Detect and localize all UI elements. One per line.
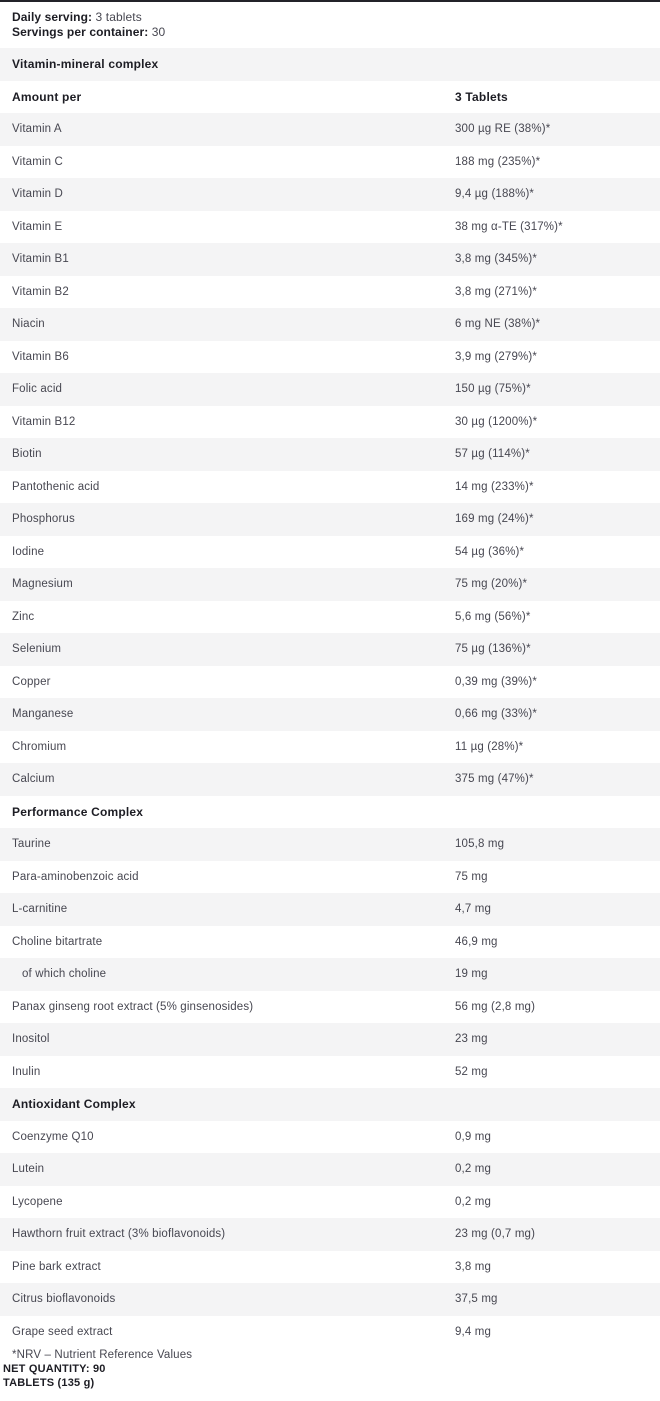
row-label: Selenium [12,643,62,656]
row-value: 188 mg (235%)* [455,155,541,168]
row-label: Coenzyme Q10 [12,1130,94,1143]
row-value: 375 mg (47%)* [455,773,534,786]
row-value: 0,2 mg [455,1163,492,1176]
row-label: Manganese [12,708,74,721]
table-row [0,601,660,634]
table-row [0,763,660,796]
row-label: Vitamin B12 [12,415,76,428]
table-row [0,276,660,309]
table-row [0,503,660,536]
row-label: Chromium [12,740,67,753]
row-label: Calcium [12,773,55,786]
table-row [0,373,660,406]
table-row [0,1056,660,1089]
nrv-note: *NRV – Nutrient Reference Values [12,1349,193,1361]
table-row [0,211,660,244]
row-label: Vitamin D [12,188,63,201]
row-value: 19 mg [455,968,488,981]
table-row [0,178,660,211]
row-label: Pine bark extract [12,1260,101,1273]
row-label: Iodine [12,545,45,558]
table-row [0,341,660,374]
row-label: Vitamin B6 [12,350,69,363]
top-divider [0,0,660,2]
row-label: Choline bitartrate [12,935,103,948]
table-row [0,991,660,1024]
row-label: Amount per [12,89,82,104]
row-value: 56 mg (2,8 mg) [455,1000,536,1013]
row-label: Phosphorus [12,513,75,526]
nutrition-table [0,48,660,1348]
row-value: 0,2 mg [455,1195,492,1208]
table-row [0,958,660,991]
row-label: Copper [12,675,51,688]
row-label: Vitamin-mineral complex [12,57,159,72]
row-value: 0,39 mg (39%)* [455,675,537,688]
servings-per-container-value: 30 [151,24,166,39]
table-row [0,146,660,179]
row-value: 11 µg (28%)* [455,740,524,753]
row-label: Vitamin A [12,123,62,136]
row-label: Biotin [12,448,42,461]
table-row [0,243,660,276]
row-value: 300 µg RE (38%)* [455,123,551,136]
row-value: 54 µg (36%)* [455,545,525,558]
daily-serving-line [12,10,165,25]
row-value: 57 µg (114%)* [455,448,530,461]
row-value: 3,8 mg (271%)* [455,285,537,298]
table-row [0,828,660,861]
serving-info [12,10,165,39]
row-label: Grape seed extract [12,1325,113,1338]
table-row [0,926,660,959]
row-value: 9,4 mg [455,1325,492,1338]
row-value: 5,6 mg (56%)* [455,610,531,623]
row-value: 3,8 mg (345%)* [455,253,537,266]
row-label: L-carnitine [12,903,68,916]
row-value: 14 mg (233%)* [455,480,534,493]
table-row [0,1186,660,1219]
table-row [0,731,660,764]
row-value: 6 mg NE (38%)* [455,318,541,331]
row-value: 30 µg (1200%)* [455,415,538,428]
row-value: 75 mg (20%)* [455,578,528,591]
table-row [0,568,660,601]
row-label: Vitamin E [12,220,63,233]
row-value: 52 mg [455,1065,488,1078]
row-value: 0,66 mg (33%)* [455,708,537,721]
table-row [0,893,660,926]
section-header-row [0,1088,660,1121]
table-row [0,666,660,699]
column-header-row [0,81,660,114]
row-label: Pantothenic acid [12,480,100,493]
row-label: Vitamin C [12,155,63,168]
table-row [0,861,660,894]
net-quantity-line1: NET QUANTITY: 90 [3,1363,106,1375]
row-value: 75 µg (136%)* [455,643,531,656]
table-row [0,633,660,666]
row-value: 75 mg [455,870,488,883]
table-row [0,308,660,341]
row-value: 169 mg (24%)* [455,513,534,526]
servings-per-container-line [12,25,165,40]
footer [3,1348,653,1390]
table-row [0,1316,660,1349]
table-row [0,1283,660,1316]
table-row [0,113,660,146]
daily-serving-value: 3 tablets [95,10,142,24]
table-row [0,471,660,504]
section-header-row [0,796,660,829]
row-value: 37,5 mg [455,1293,498,1306]
row-value: 38 mg α-TE (317%)* [455,220,563,233]
row-value: 0,9 mg [455,1130,492,1143]
table-row [0,1023,660,1056]
row-label: Lycopene [12,1195,63,1208]
row-label: Vitamin B2 [12,285,69,298]
row-label: Vitamin B1 [12,253,69,266]
row-value: 3 Tablets [455,89,508,104]
row-value: 3,9 mg (279%)* [455,350,537,363]
row-label: Antioxidant Complex [12,1097,136,1112]
table-row [0,1153,660,1186]
row-value: 4,7 mg [455,903,492,916]
net-quantity-line2: TABLETS (135 g) [3,1376,95,1389]
row-label: Panax ginseng root extract (5% ginsenosides) [12,1000,254,1013]
row-label: Niacin [12,318,45,331]
row-value: 23 mg (0,7 mg) [455,1228,536,1241]
row-label: Zinc [12,610,35,623]
daily-serving-label: Daily serving: [12,10,93,24]
row-label: Magnesium [12,578,73,591]
table-row [0,536,660,569]
table-row [0,1251,660,1284]
row-label: Para-aminobenzoic acid [12,870,139,883]
row-label: Inositol [12,1033,50,1046]
table-row [0,1121,660,1154]
row-value: 150 µg (75%)* [455,383,531,396]
row-label: Performance Complex [12,804,144,819]
table-row [0,1218,660,1251]
row-value: 9,4 µg (188%)* [455,188,535,201]
row-label: Citrus bioflavonoids [12,1293,116,1306]
row-label: Lutein [12,1163,45,1176]
row-value: 46,9 mg [455,935,498,948]
row-label: Taurine [12,838,51,851]
row-value: 105,8 mg [455,838,505,851]
table-row [0,698,660,731]
row-value: 3,8 mg [455,1260,492,1273]
section-header-row [0,48,660,81]
row-label: Hawthorn fruit extract (3% bioflavonoids) [12,1228,226,1241]
row-label: Inulin [12,1065,41,1078]
servings-per-container-label: Servings per container: [12,24,149,39]
row-value: 23 mg [455,1033,488,1046]
table-row [0,438,660,471]
table-row [0,406,660,439]
row-label: Folic acid [12,383,63,396]
row-label: of which choline [22,968,107,981]
